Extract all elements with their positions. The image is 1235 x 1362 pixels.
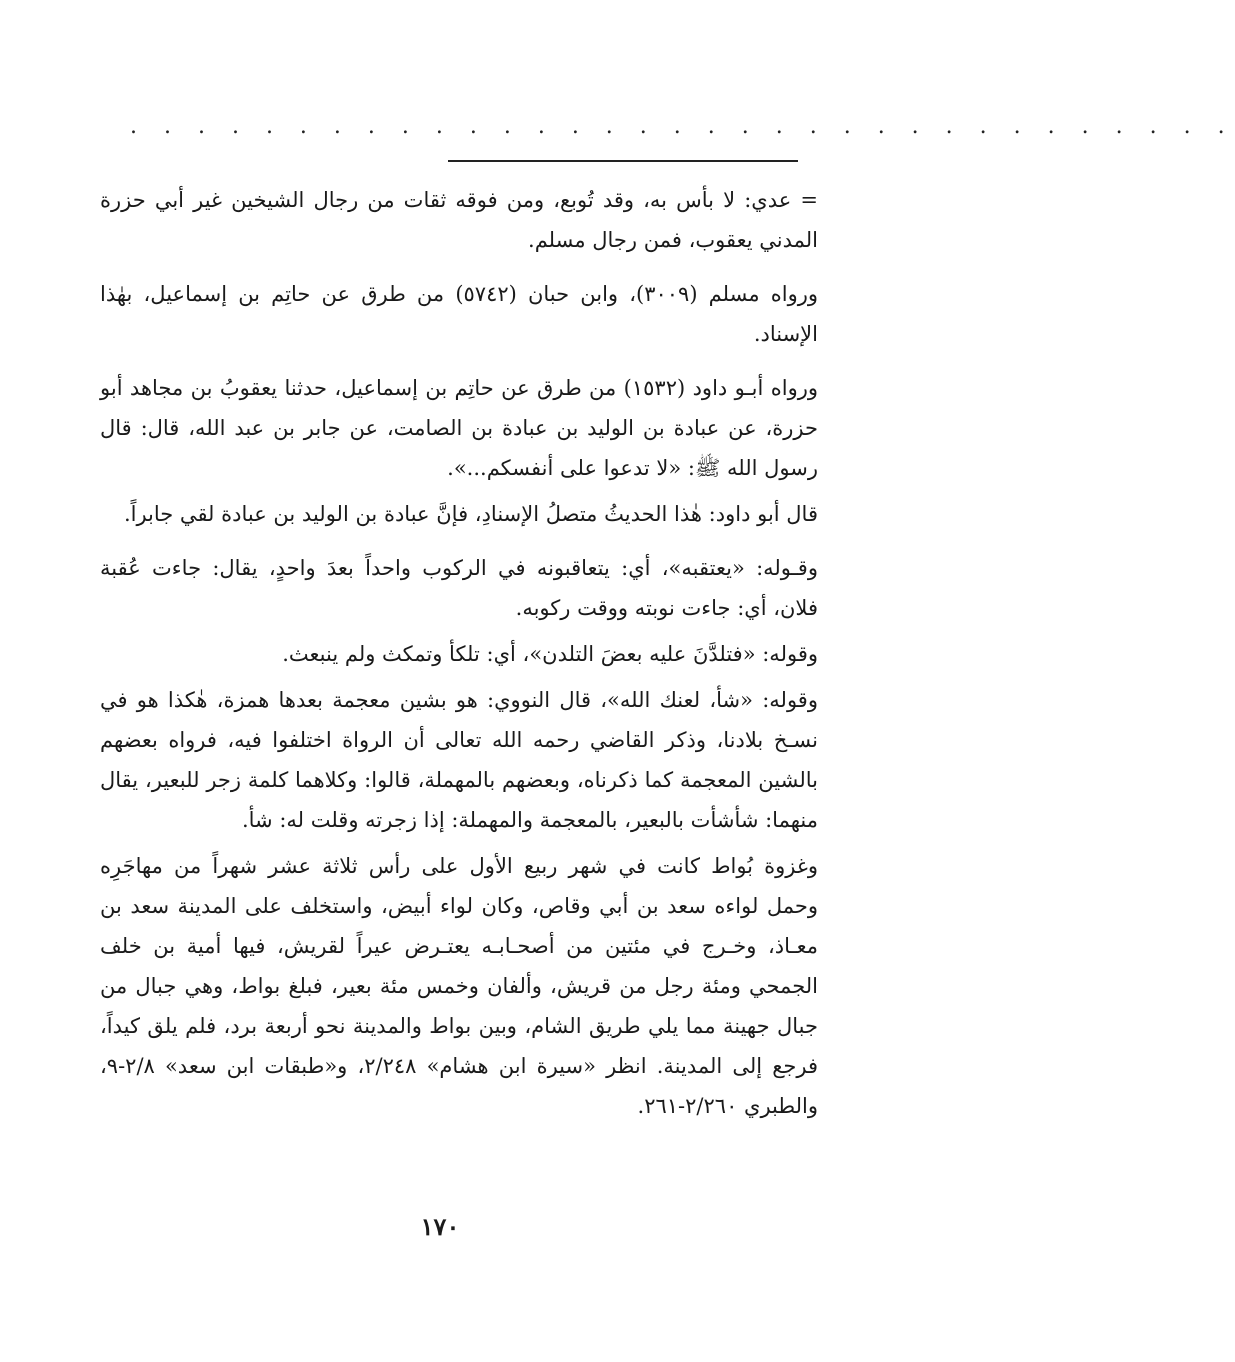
paragraph-abu-dawud-narration: ورواه أبـو داود (١٥٣٢) من طرق عن حاتِم بن إسماعيل، حدثنا يعقوبُ بن مجاهد أبو حزرة، عن عبادة بن الوليد بن عبادة بن الصامت، عن جابر بن عبد الله، قال: قال رسول الله ﷺ: «لا تدعوا على أنفسكم...».: [100, 376, 818, 480]
paragraph-sha: وقوله: «شأ، لعنك الله»، قال النووي: هو بشين معجمة بعدها همزة، هٰكذا هو في نسـخ بلادنا، وذكر القاضي رحمه الله تعالى أن الرواة اختلفوا فيه، فرواه بعضهم بالشين المعجمة كما ذكرناه، وبعضهم بالمهملة، قالوا: وكلاهما كلمة زجر للبعير، يقال منهما: شأشأت بالبعير، بالمعجمة والمهملة: إذا زجرته وقلت له: شأ.: [100, 688, 818, 832]
separator-dots: . . . . . . . . . . . . . . . . . . . . . . . . . . . . . . . . .: [130, 114, 1235, 139]
paragraph-buwat-expedition: وغزوة بُواط كانت في شهر ربيع الأول على رأس ثلاثة عشر شهراً من مهاجَرِه وحمل لواءه سعد بن أبي وقاص، وكان لواء أبيض، واستخلف على المدينة سعد بن معـاذ، وخـرج في مئتين من أصحـابـه يعتـرض عيراً لقريش، فيها أمية بن خلف الجمحي ومئة رجل من قريش، وألفان وخمس مئة بعير، فبلغ بواط، وهي جبال من جبال جهينة مما يلي طريق الشام، وبين بواط والمدينة نحو أربعة برد، فلم يلق كيداً، فرجع إلى المدينة. انظر «سيرة ابن هشام» ٢/٢٤٨، و«طبقات ابن سعد» ٢/٨-٩، والطبري ٢/٢٦٠-٢٦١.: [100, 854, 819, 1118]
footnote-rule: [448, 160, 798, 162]
paragraph-fatalladdana: وقوله: «فتلدَّنَ عليه بعضَ التلدن»، أي: تلكأ وتمكث ولم ينبعث.: [282, 642, 818, 666]
footnote-block: [100, 180, 818, 1140]
paragraph-abu-dawud-comment: قال أبو داود: هٰذا الحديثُ متصلُ الإسنادِ، فإنَّ عبادة بن الوليد بن عبادة لقي جابراً.: [123, 502, 818, 526]
paragraph-muslim-ibn-hibban: ورواه مسلم (٣٠٠٩)، وابن حبان (٥٧٤٢) من طرق عن حاتِم بن إسماعيل، بهٰذا الإسناد.: [100, 282, 818, 346]
page-number: ١٧٠: [420, 1212, 460, 1241]
paragraph-narrator-note: = عدي: لا بأس به، وقد تُوبع، ومن فوقه ثقات من رجال الشيخين غير أبي حزرة المدني يعقوب، فمن رجال مسلم.: [100, 188, 818, 252]
paragraph-yatqibuhu: وقـوله: «يعتقبه»، أي: يتعاقبونه في الركوب واحداً بعدَ واحدٍ، يقال: جاءت عُقبة فلان، أي: جاءت نوبته ووقت ركوبه.: [100, 556, 818, 620]
